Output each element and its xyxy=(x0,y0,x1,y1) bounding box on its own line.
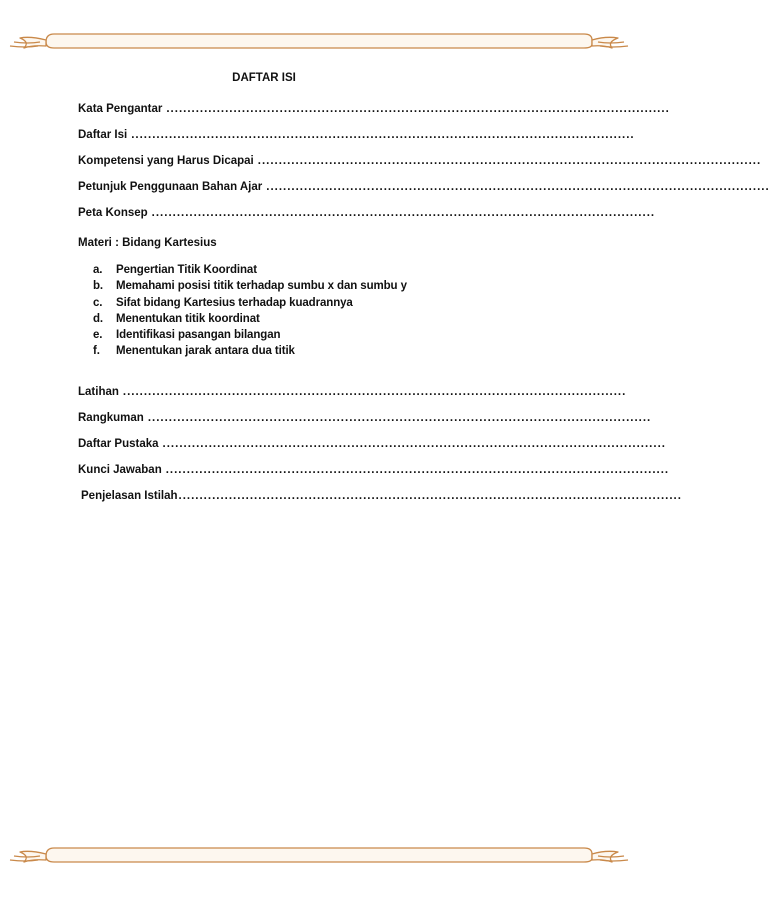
list-letter: c. xyxy=(93,296,103,309)
list-item[interactable] xyxy=(93,345,450,361)
toc-entries-before xyxy=(78,103,770,233)
toc-entry-latihan[interactable] xyxy=(78,385,627,412)
toc-entry-label: Rangkuman xyxy=(78,411,144,424)
list-item-label: Sifat bidang Kartesius terhadap kuadrannya xyxy=(116,296,353,309)
toc-entry-label: Kata Pengantar xyxy=(78,103,163,115)
toc-entry-label: Latihan xyxy=(78,385,119,398)
spacer xyxy=(78,362,450,386)
leader-dots: ........................................................................................................................ xyxy=(266,181,770,193)
leader-dots: ........................................................................................................................ xyxy=(147,411,652,424)
list-item[interactable] xyxy=(93,264,450,280)
list-letter: a. xyxy=(93,264,103,276)
leader-dots: ........................................................................................................................ xyxy=(151,207,656,219)
list-letter: d. xyxy=(93,312,104,325)
toc-entry-rangkuman[interactable] xyxy=(78,411,652,438)
table-of-contents xyxy=(78,64,770,516)
list-letter: e. xyxy=(93,329,103,342)
list-item-label: Memahami posisi titik terhadap sumbu x dan sumbu y xyxy=(116,280,407,293)
toc-entry-label: Kunci Jawaban xyxy=(78,463,162,476)
toc-entry-daftar-pustaka[interactable] xyxy=(78,437,666,464)
toc-entry-label: Peta Konsep xyxy=(78,207,148,219)
list-letter: b. xyxy=(93,280,104,293)
toc-entry-petunjuk[interactable] xyxy=(78,181,770,207)
list-item-label: Menentukan titik koordinat xyxy=(116,312,260,325)
list-item-label: Identifikasi pasangan bilangan xyxy=(116,329,281,342)
leader-dots: ........................................................................................................................ xyxy=(131,129,635,141)
list-item-label: Menentukan jarak antara dua titik xyxy=(116,345,295,358)
top-scroll-border xyxy=(0,28,638,68)
toc-entry-penjelasan-istilah[interactable] xyxy=(78,489,682,516)
toc-entry-daftar-isi[interactable] xyxy=(78,129,635,155)
toc-entry-label: Daftar Isi xyxy=(78,129,128,141)
toc-entry-kunci-jawaban[interactable] xyxy=(78,463,670,490)
toc-entry-label: Penjelasan Istilah xyxy=(81,489,178,502)
bottom-scroll-border xyxy=(0,842,638,882)
list-item-label: Pengertian Titik Koordinat xyxy=(116,264,257,276)
toc-entry-kata-pengantar[interactable] xyxy=(78,103,670,129)
leader-dots: ........................................................................................................................ xyxy=(166,103,670,115)
list-item[interactable] xyxy=(93,297,450,313)
toc-entry-label: Daftar Pustaka xyxy=(78,437,159,450)
page-title: DAFTAR ISI xyxy=(232,72,296,84)
leader-dots: ........................................................................................................................ xyxy=(162,437,666,450)
toc-entry-kompetensi[interactable] xyxy=(78,155,762,181)
list-letter: f. xyxy=(93,345,100,358)
list-item[interactable] xyxy=(93,329,450,345)
toc-entry-peta-konsep[interactable] xyxy=(78,207,656,233)
list-item[interactable] xyxy=(93,280,450,296)
toc-entry-label: Kompetensi yang Harus Dicapai xyxy=(78,155,254,167)
section-heading[interactable]: Materi : Bidang Kartesius xyxy=(78,237,217,249)
leader-dots: ........................................................................................................................ xyxy=(178,489,682,502)
leader-dots: ........................................................................................................................ xyxy=(257,155,762,167)
toc-entry-label: Petunjuk Penggunaan Bahan Ajar xyxy=(78,181,263,193)
toc-entries-after xyxy=(78,385,682,516)
leader-dots: ........................................................................................................................ xyxy=(122,385,627,398)
section-subitems xyxy=(78,264,450,362)
list-item[interactable] xyxy=(93,313,450,329)
leader-dots: ........................................................................................................................ xyxy=(165,463,670,476)
